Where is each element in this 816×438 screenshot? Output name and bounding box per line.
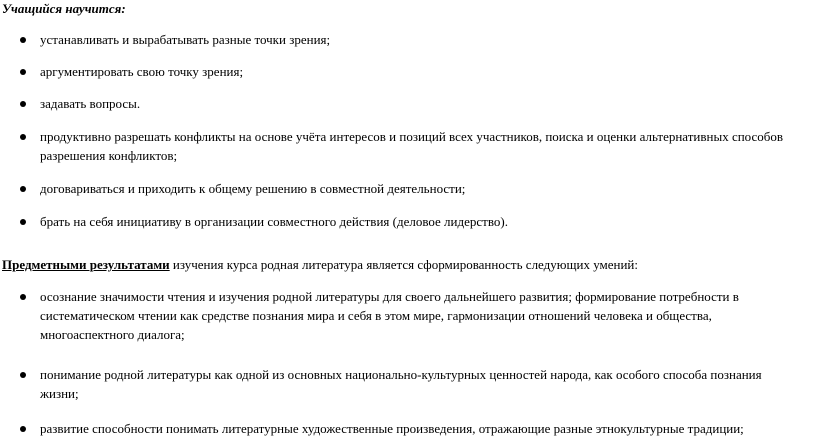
list-item bbox=[40, 30, 816, 49]
list-item-line: устанавливать и вырабатывать разные точки зрения; bbox=[40, 32, 331, 47]
bullet-icon bbox=[20, 69, 26, 75]
bullet-icon bbox=[20, 101, 26, 107]
bullet-icon bbox=[20, 186, 26, 192]
list-item-line: разрешения конфликтов; bbox=[40, 148, 178, 163]
list-item-line: осознание значимости чтения и изучения родной литературы для своего дальнейшего развития; формирование потребности в bbox=[40, 289, 739, 304]
list-item-line: договариваться и приходить к общему решению в совместной деятельности; bbox=[40, 181, 466, 196]
list-item-line: систематическом чтении как средстве познания мира и себя в этом мире, гармонизации отношений человека и общества, bbox=[40, 308, 712, 323]
list-item-line: задавать вопросы. bbox=[40, 96, 141, 111]
list-item bbox=[40, 62, 816, 81]
list-item bbox=[40, 212, 816, 231]
list-item bbox=[40, 179, 816, 198]
bullet-icon bbox=[20, 426, 26, 432]
bullet-icon bbox=[20, 294, 26, 300]
results-paragraph bbox=[2, 255, 638, 274]
bullet-icon bbox=[20, 219, 26, 225]
list-item-line: понимание родной литературы как одной из основных национально-культурных ценностей народа, как особого способа познания bbox=[40, 367, 762, 382]
bullet-icon bbox=[20, 134, 26, 140]
list-item bbox=[40, 287, 816, 344]
paragraph-text: изучения курса родная литература является сформированность следующих умений: bbox=[169, 257, 639, 272]
list-item-line: аргументировать свою точку зрения; bbox=[40, 64, 244, 79]
bullet-icon bbox=[20, 37, 26, 43]
list-item-line: продуктивно разрешать конфликты на основе учёта интересов и позиций всех участников, поиска и оценки альтернативных способов bbox=[40, 129, 784, 144]
paragraph-lead: Предметными результатами bbox=[2, 257, 170, 272]
list-item bbox=[40, 127, 816, 165]
list-item bbox=[40, 94, 816, 113]
list-item-line: жизни; bbox=[40, 386, 79, 401]
list-item-line: многоаспектного диалога; bbox=[40, 327, 185, 342]
list-item bbox=[40, 419, 816, 438]
list-item-line: брать на себя инициативу в организации совместного действия (деловое лидерство). bbox=[40, 214, 508, 229]
bullet-icon bbox=[20, 372, 26, 378]
section-heading: Учащийся научится: bbox=[2, 1, 126, 16]
list-item bbox=[40, 365, 816, 403]
list-item-line: развитие способности понимать литературные художественные произведения, отражающие разные этнокультурные традиции; bbox=[40, 421, 744, 436]
